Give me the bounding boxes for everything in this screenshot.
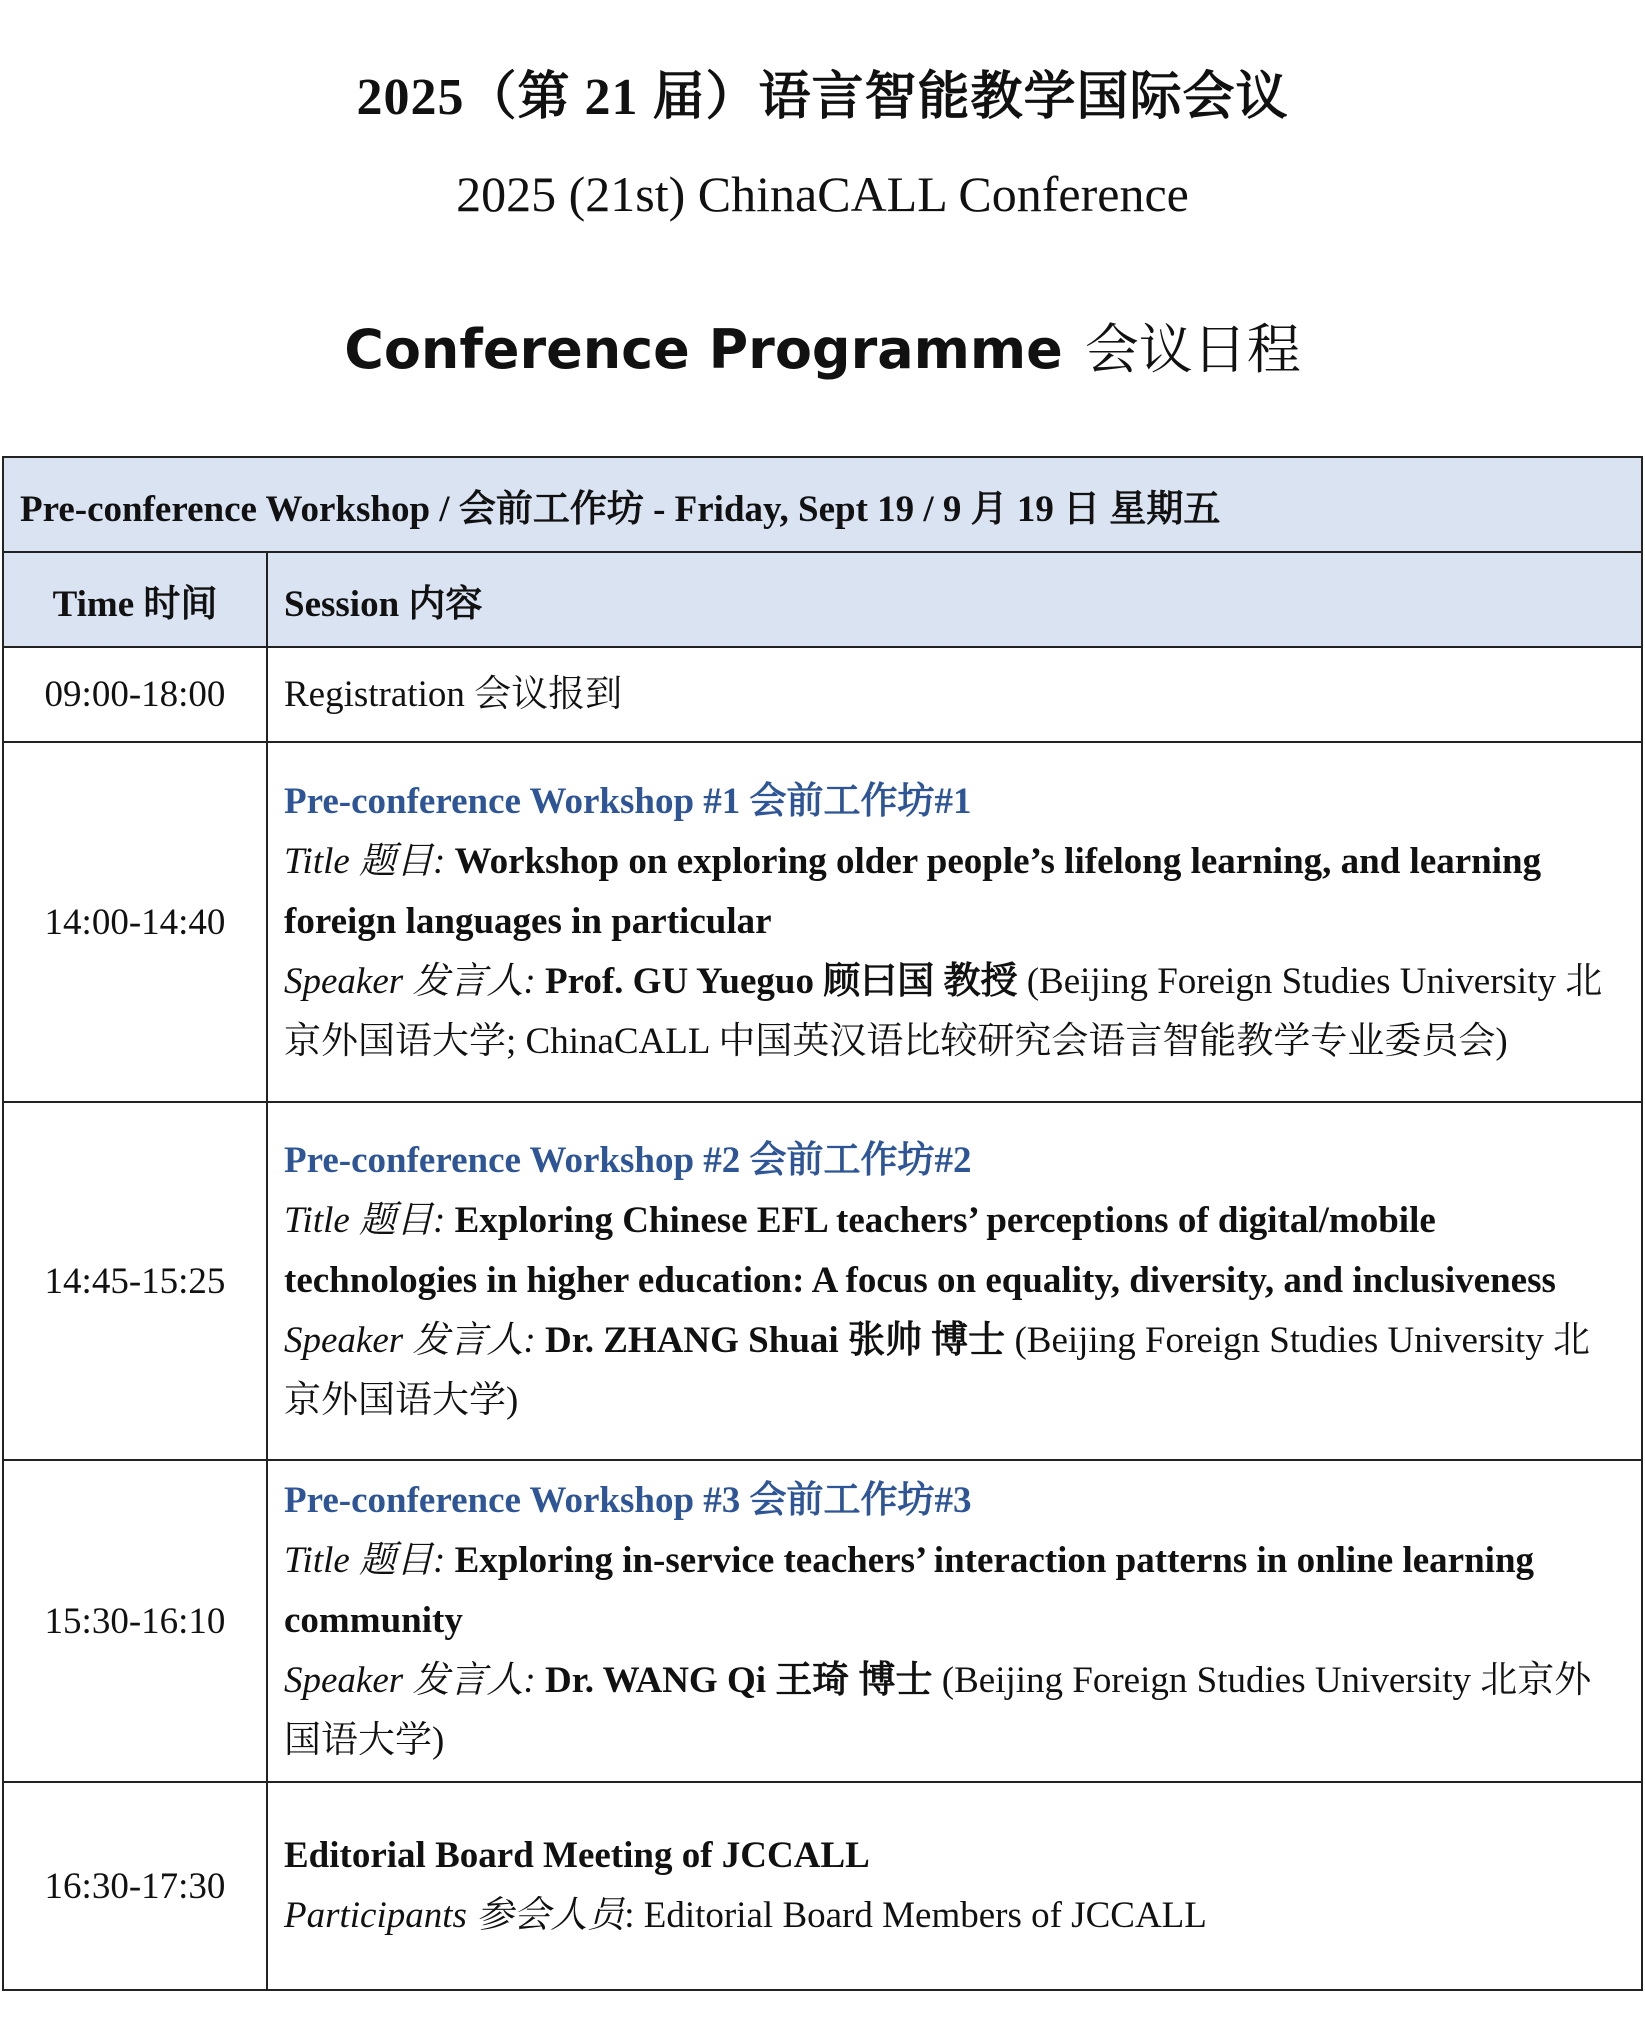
speaker-label: Speaker 发言人: xyxy=(284,1320,545,1361)
workshop-heading: Pre-conference Workshop #2 会前工作坊#2 xyxy=(284,1140,972,1181)
workshop-day-title xyxy=(3,457,1642,552)
speaker-name: Dr. WANG Qi 王琦 博士 xyxy=(545,1660,933,1701)
session-text: Registration 会议报到 xyxy=(267,647,1642,742)
session-time: 15:30-16:10 xyxy=(3,1460,267,1782)
programme-heading-cn: 会议日程 xyxy=(1084,318,1301,381)
band-left: Pre-conference Workshop / xyxy=(20,488,459,530)
table-row xyxy=(3,1782,1642,1990)
title-label: Title 题目: xyxy=(284,1200,455,1241)
session-time: 14:00-14:40 xyxy=(3,742,267,1102)
workshop-title-line xyxy=(284,832,1625,952)
session-time: 16:30-17:30 xyxy=(3,1782,267,1990)
workshop-heading: Pre-conference Workshop #3 会前工作坊#3 xyxy=(284,1480,972,1521)
workshop-heading: Pre-conference Workshop #1 会前工作坊#1 xyxy=(284,781,972,822)
time-column-header: Time 时间 xyxy=(3,552,267,647)
speaker-label: Speaker 发言人: xyxy=(284,1660,545,1701)
session-column-header: Session 内容 xyxy=(267,552,1642,647)
speaker-affiliation: (Beijing Foreign Studies University 北京外国语大学) xyxy=(284,1660,1592,1761)
conference-title-cn: 2025（第 21 届）语言智能教学国际会议 xyxy=(356,69,1289,126)
meeting-heading: Editorial Board Meeting of JCCALL xyxy=(284,1835,870,1876)
speaker-name: Dr. ZHANG Shuai 张帅 博士 xyxy=(545,1320,1006,1361)
workshop-title: Exploring Chinese EFL teachers’ perceptions of digital/mobile technologies in higher education: A focus on equality, diversity, and inclusiveness xyxy=(284,1200,1556,1301)
title-label: Title 题目: xyxy=(284,1540,455,1581)
speaker-name: Prof. GU Yueguo 顾曰国 教授 xyxy=(545,961,1018,1002)
programme-heading-en: Conference Programme xyxy=(344,318,1063,381)
band-cn: 会前工作坊 xyxy=(458,488,644,530)
workshop-title: Exploring in-service teachers’ interaction patterns in online learning community xyxy=(284,1540,1535,1641)
session-cell xyxy=(267,1460,1642,1782)
session-cell xyxy=(267,742,1642,1102)
speaker-line xyxy=(284,1311,1625,1431)
workshop-title-line xyxy=(284,1531,1625,1651)
title-label: Title 题目: xyxy=(284,841,455,882)
participants-label: Participants 参会人员 xyxy=(284,1895,625,1936)
band-right: - Friday, Sept 19 / 9 月 19 日 星期五 xyxy=(643,488,1221,530)
session-time: 09:00-18:00 xyxy=(3,647,267,742)
table-row xyxy=(3,647,1642,742)
speaker-affiliation: (Beijing Foreign Studies University 北京外国语大学; ChinaCALL 中国英汉语比较研究会语言智能教学专业委员会) xyxy=(284,961,1603,1062)
table-row xyxy=(3,742,1642,1102)
speaker-line xyxy=(284,952,1625,1072)
speaker-line xyxy=(284,1651,1625,1771)
programme-table xyxy=(2,456,1643,1991)
conference-title-en: 2025 (21st) ChinaCALL Conference xyxy=(456,166,1189,222)
speaker-label: Speaker 发言人: xyxy=(284,961,545,1002)
session-time: 14:45-15:25 xyxy=(3,1102,267,1460)
table-row xyxy=(3,1102,1642,1460)
participants-line xyxy=(284,1886,1625,1946)
workshop-title-line xyxy=(284,1191,1625,1311)
programme-heading xyxy=(0,310,1645,390)
speaker-affiliation: (Beijing Foreign Studies University 北京外国语大学) xyxy=(284,1320,1590,1421)
table-row xyxy=(3,1460,1642,1782)
column-header-row xyxy=(3,552,1642,647)
participants-text: : Editorial Board Members of JCCALL xyxy=(624,1895,1207,1936)
workshop-day-band xyxy=(3,457,1642,552)
session-cell xyxy=(267,1782,1642,1990)
session-cell xyxy=(267,1102,1642,1460)
workshop-title: Workshop on exploring older people’s lifelong learning, and learning foreign languages in particular xyxy=(284,841,1542,942)
